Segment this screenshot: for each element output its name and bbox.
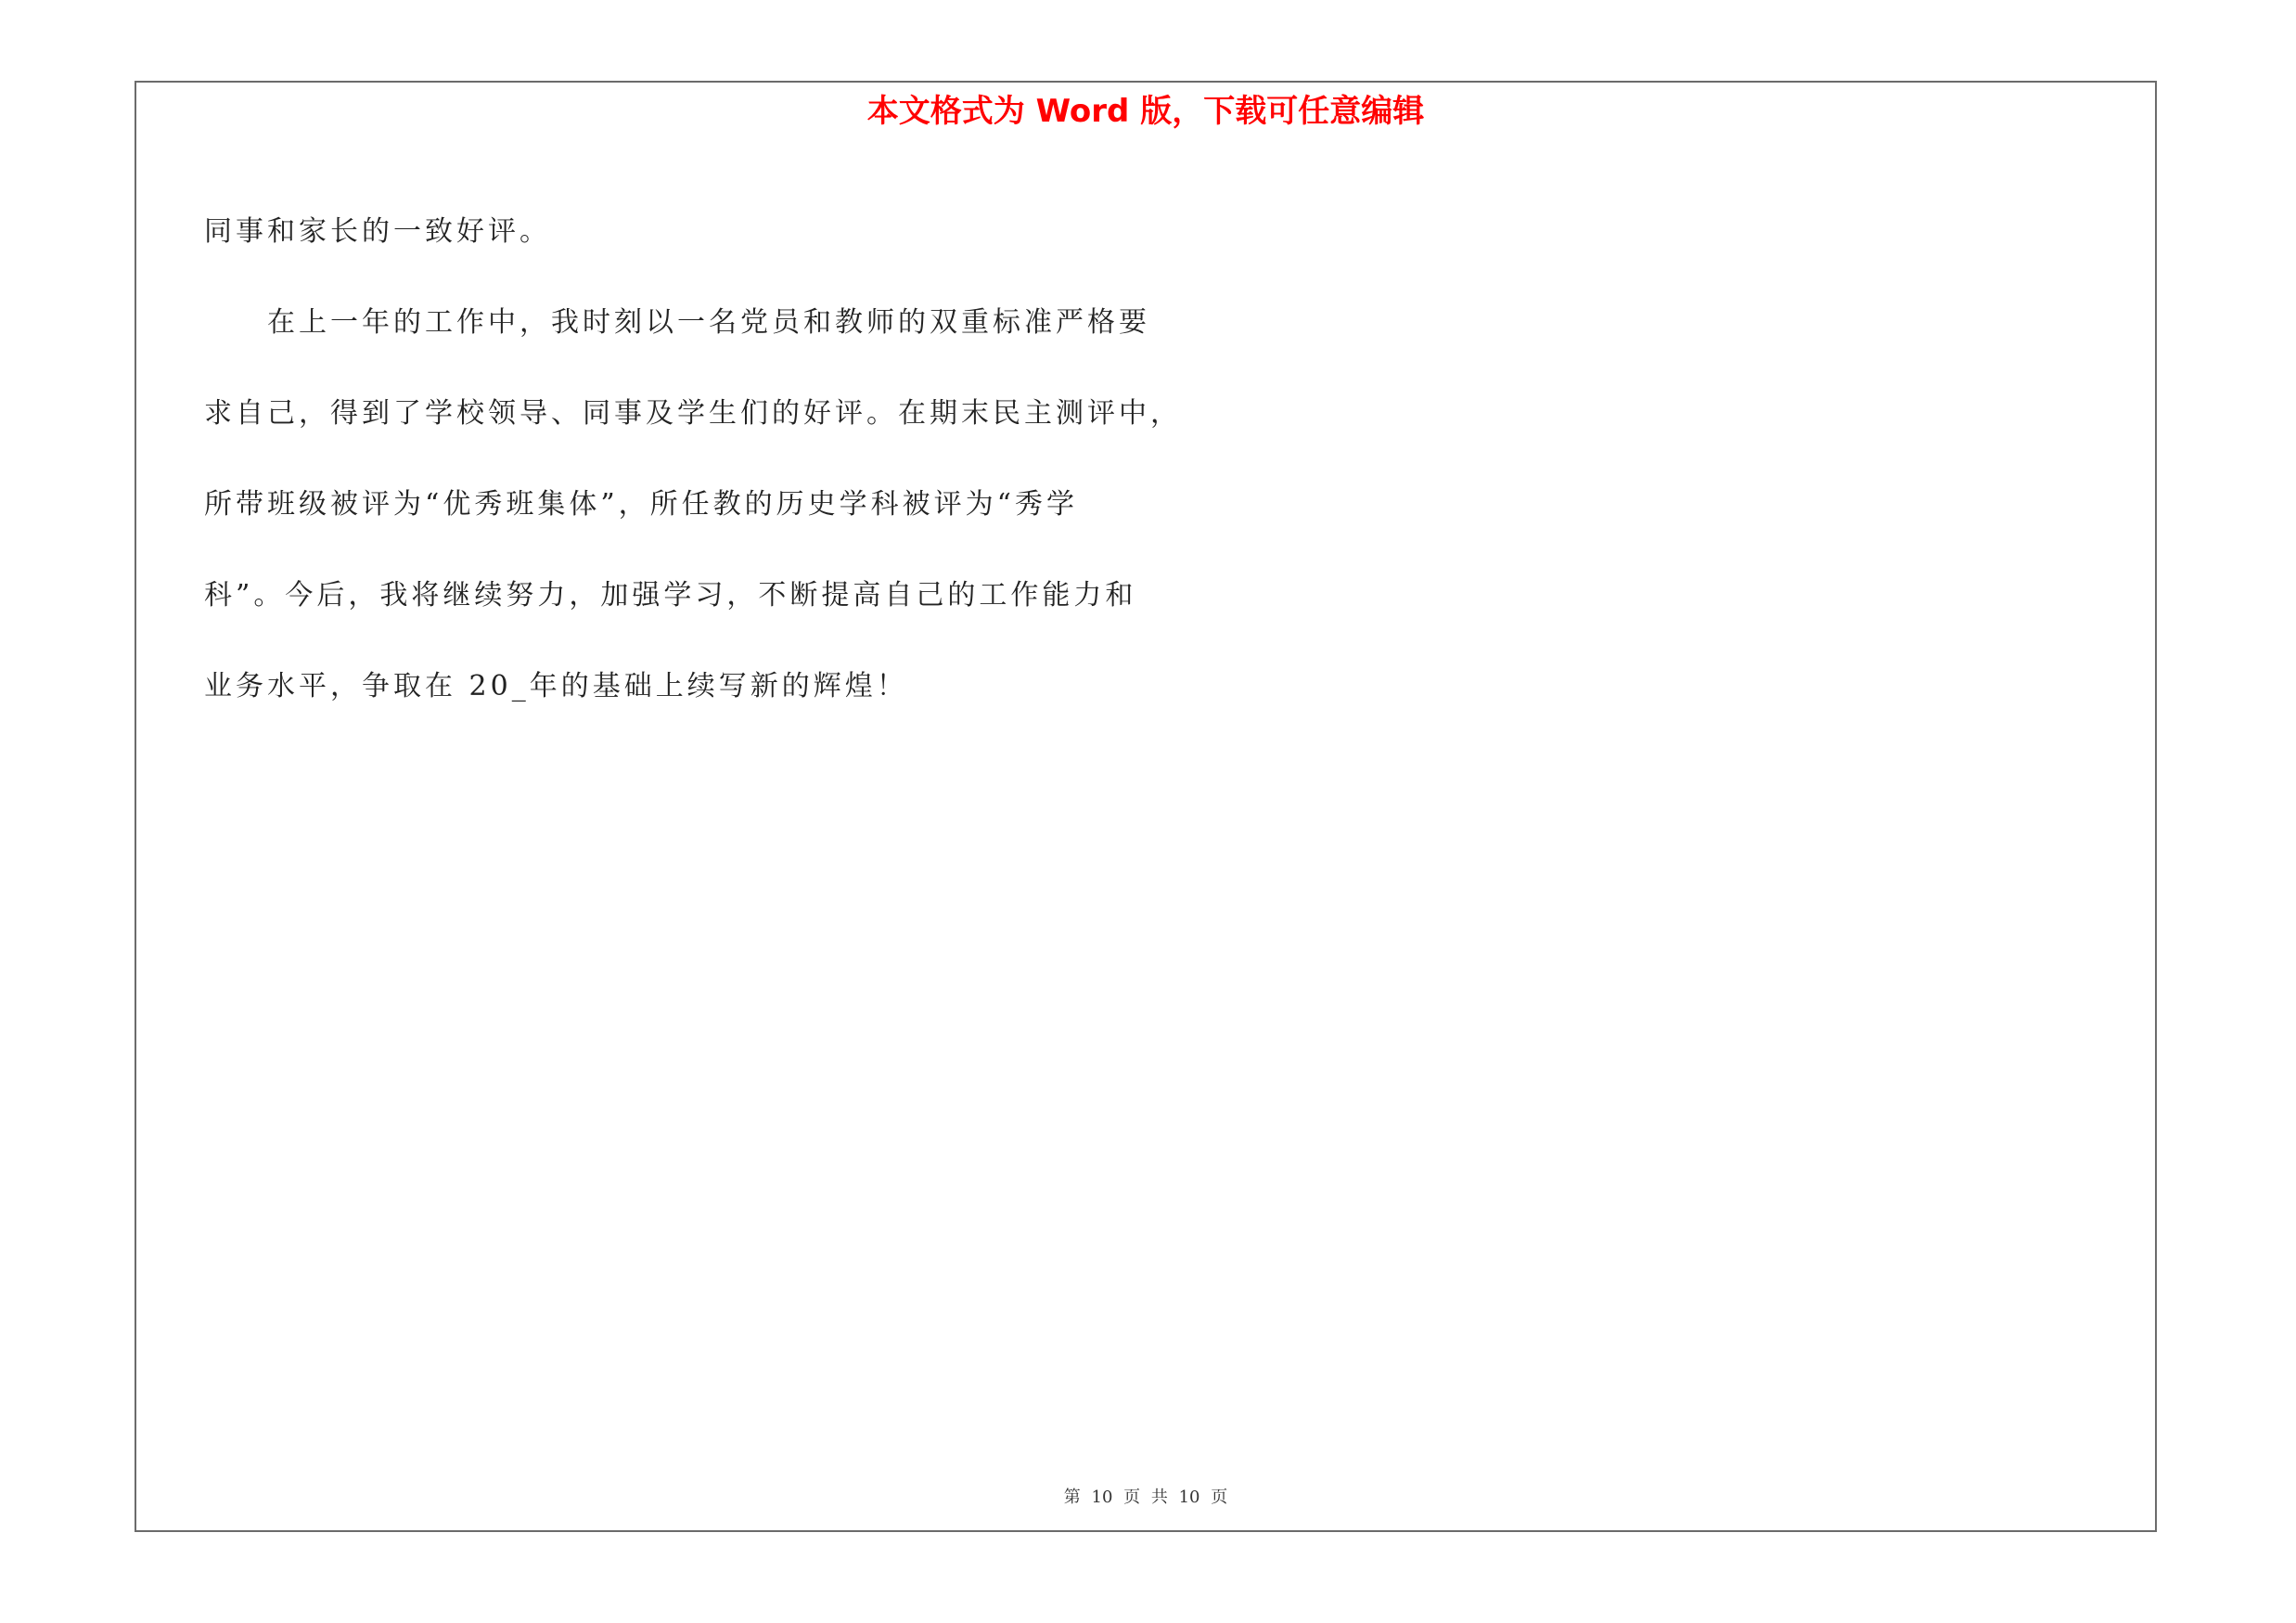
document-body [204,187,1182,732]
document-page [135,81,2157,1532]
paragraph-line: 在上一年的工作中，我时刻以一名党员和教师的双重标准严格要 [267,306,1150,339]
paragraph-line: 所带班级被评为“优秀班集体”，所任教的历史学科被评为“秀学 [204,488,1079,521]
paragraph-line: 业务水平，争取在 20_年的基础上续写新的辉煌！ [204,670,908,702]
page-number-footer: 第 10 页 共 10 页 [1063,1488,1228,1507]
paragraph-line: 求自己，得到了学校领导、同事及学生们的好评。在期末民主测评中， [204,397,1182,430]
paragraph-line: 同事和家长的一致好评。 [204,215,551,248]
paragraph-line: 科”。今后，我将继续努力，加强学习，不断提高自己的工作能力和 [204,579,1137,612]
word-format-banner: 本文格式为 Word 版，下载可任意编辑 [866,93,1425,130]
